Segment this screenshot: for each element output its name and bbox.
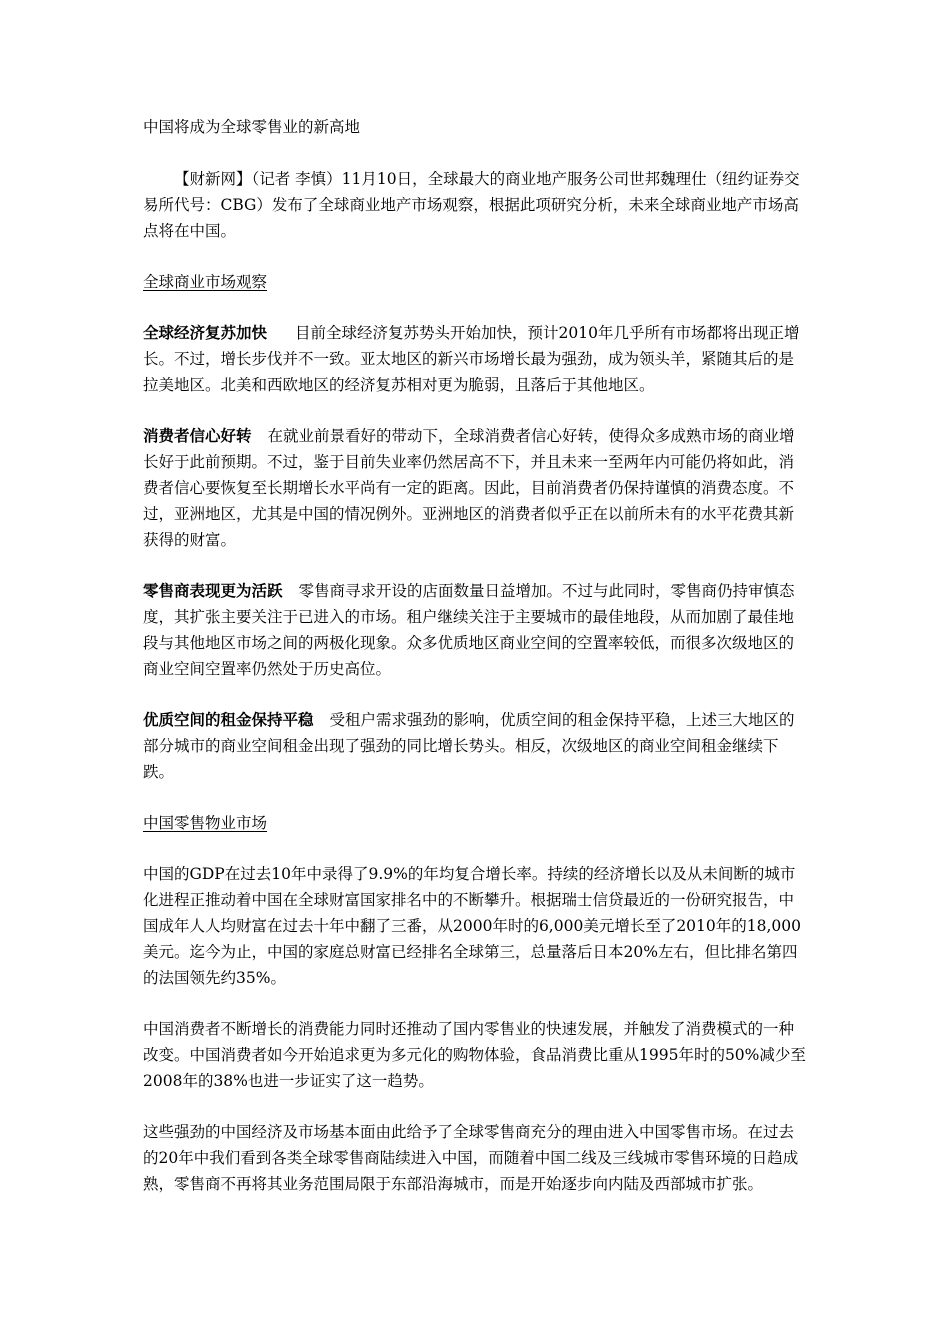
paragraph-china-consumers: 中国消费者不断增长的消费能力同时还推动了国内零售业的快速发展，并触发了消费模式的一种改变。中国消费者如今开始追求更为多元化的购物体验，食品消费比重从1995年时的50%减少至2008年的38%也进一步证实了这一趋势。 — [143, 1020, 806, 1090]
spacer — [143, 295, 807, 320]
paragraph-text: 受租户需求强劲的影响，优质空间的租金保持平稳，上述三大地区的部分城市的商业空间租金出现了强劲的同比增长势头。相反，次级地区的商业空间租金继续下跌。 — [143, 711, 795, 781]
paragraph-text: 零售商寻求开设的店面数量日益增加。不过与此同时，零售商仍持审慎态度，其扩张主要关注于已进入的市场。租户继续关注于主要城市的最佳地段，从而加剧了最佳地段与其他地区市场之间的两极化现象。众多优质地区商业空间的空置率较低，而很多次级地区的商业空间空置率仍然处于历史高位。 — [143, 582, 795, 678]
spacer — [143, 785, 807, 810]
spacer — [143, 398, 807, 423]
paragraph-consumer-confidence — [143, 423, 807, 553]
document-page — [143, 114, 807, 1197]
paragraph-lead: 全球经济复苏加快 — [143, 323, 268, 342]
spacer — [143, 991, 807, 1016]
paragraph-text: 目前全球经济复苏势头开始加快，预计2010年几乎所有市场都将出现正增长。不过，增长步伐并不一致。亚太地区的新兴市场增长最为强劲，成为领头羊，紧随其后的是拉美地区。北美和西欧地区的经济复苏相对更为脆弱，且落后于其他地区。 — [143, 324, 800, 394]
paragraph-lead: 零售商表现更为活跃 — [143, 581, 283, 600]
paragraph-retailers-active — [143, 578, 807, 682]
section-heading-china-retail: 中国零售物业市场 — [143, 814, 268, 832]
paragraph-economic-recovery — [143, 320, 807, 398]
paragraph-prime-rents — [143, 707, 807, 785]
spacer — [143, 682, 807, 707]
spacer — [143, 553, 807, 578]
paragraph-text: 在就业前景看好的带动下，全球消费者信心好转，使得众多成熟市场的商业增长好于此前预期。不过，鉴于目前失业率仍然居高不下，并且未来一至两年内可能仍将如此，消费者信心要恢复至长期增长水平尚有一定的距离。因此，目前消费者仍保持谨慎的消费态度。不过，亚洲地区，尤其是中国的情况例外。亚洲地区的消费者似乎正在以前所未有的水平花费其新获得的财富。 — [143, 427, 795, 549]
paragraph-china-gdp: 中国的GDP在过去10年中录得了9.9%的年均复合增长率。持续的经济增长以及从未间断的城市化进程正推动着中国在全球财富国家排名中的不断攀升。根据瑞士信贷最近的一份研究报告，中国成年人人均财富在过去十年中翻了三番，从2000年时的6,000美元增长至了2010年的18,000美元。迄今为止，中国的家庭总财富已经排名全球第三，总量落后日本20%左右，但比排名第四的法国领先约35%。 — [143, 865, 802, 987]
intro-paragraph: 【财新网】（记者 李慎）11月10日，全球最大的商业地产服务公司世邦魏理仕（纽约证券交易所代号：CBG）发布了全球商业地产市场观察，根据此项研究分析，未来全球商业地产市场高点将在中国。 — [143, 170, 800, 240]
spacer — [143, 1094, 807, 1119]
spacer — [143, 244, 807, 269]
document-title: 中国将成为全球零售业的新高地 — [143, 118, 361, 136]
section-heading-global-market: 全球商业市场观察 — [143, 273, 268, 291]
paragraph-lead: 消费者信心好转 — [143, 426, 252, 445]
spacer — [143, 140, 807, 166]
paragraph-lead: 优质空间的租金保持平稳 — [143, 710, 314, 729]
paragraph-global-retailers: 这些强劲的中国经济及市场基本面由此给予了全球零售商充分的理由进入中国零售市场。在过去的20年中我们看到各类全球零售商陆续进入中国，而随着中国二线及三线城市零售环境的日趋成熟，零售商不再将其业务范围局限于东部沿海城市，而是开始逐步向内陆及西部城市扩张。 — [143, 1123, 799, 1193]
spacer — [143, 836, 807, 861]
